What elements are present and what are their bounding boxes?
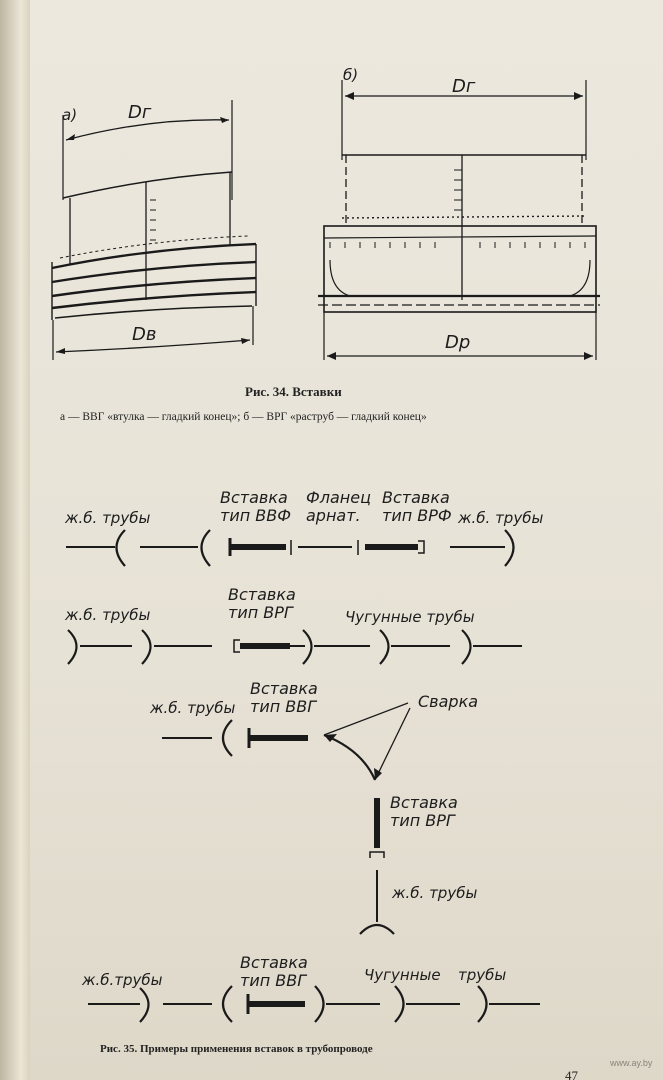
fig34b-dim-top-label: Dг <box>452 76 476 97</box>
row1-vstavka2-line2: тип ВРФ <box>382 506 452 525</box>
row1-pipeline <box>66 530 514 566</box>
row4-zhb-label: ж.б.трубы <box>82 971 163 989</box>
vertical-zhb-label: ж.б. трубы <box>392 884 478 902</box>
row2-vstavka-line1: Вставка <box>228 585 296 604</box>
row4-pipeline <box>88 986 540 1022</box>
row2-zhb-label: ж.б. трубы <box>65 606 151 624</box>
vertical-vstavka-line1: Вставка <box>390 793 458 812</box>
fig34b-dim-bottom-label: Dр <box>445 332 471 353</box>
fig34-label-a: а) <box>62 106 78 124</box>
row2-pipeline <box>68 630 522 664</box>
figure-34b-drawing <box>318 80 600 360</box>
row1-vstavka1-line1: Вставка <box>220 488 288 507</box>
row1-flanec-line2: арнат. <box>306 506 361 525</box>
fig34a-dim-top-label: Dг <box>128 102 152 123</box>
row2-vstavka-line2: тип ВРГ <box>228 603 293 622</box>
vertical-pipeline <box>360 798 394 934</box>
row4-chug-label-1: Чугунные <box>364 966 441 984</box>
row1-vstavka2-line1: Вставка <box>382 488 450 507</box>
fig35-caption: Рис. 35. Примеры применения вставок в трубопроводе <box>100 1043 373 1055</box>
figure-34a-drawing <box>52 100 256 360</box>
row1-zhb-right-label: ж.б. трубы <box>458 509 544 527</box>
row1-vstavka1-line2: тип ВВФ <box>220 506 291 525</box>
fig34a-dim-bottom-label: Dв <box>132 324 157 345</box>
row2-chug-label: Чугунные трубы <box>345 608 475 626</box>
row4-chug-label-2: трубы <box>458 966 507 984</box>
row3-zhb-label: ж.б. трубы <box>150 699 236 717</box>
fig34-subcaption: а — ВВГ «втулка — гладкий конец»; б — ВРГ «раструб — гладкий конец» <box>60 411 427 423</box>
row4-vstavka-line1: Вставка <box>240 953 308 972</box>
row3-svarka-label: Сварка <box>418 692 479 711</box>
row3-vstavka-line1: Вставка <box>250 679 318 698</box>
row4-vstavka-line2: тип ВВГ <box>240 971 307 990</box>
watermark: www.ay.by <box>610 1058 653 1068</box>
row3-vstavka-line2: тип ВВГ <box>250 697 317 716</box>
vertical-vstavka-line2: тип ВРГ <box>390 811 455 830</box>
row1-flanec-line1: Фланец <box>306 488 371 507</box>
page-number: 47 <box>565 1068 578 1080</box>
fig34-label-b: б) <box>343 66 359 84</box>
row1-zhb-left-label: ж.б. трубы <box>65 509 151 527</box>
fig34-caption: Рис. 34. Вставки <box>245 384 342 399</box>
